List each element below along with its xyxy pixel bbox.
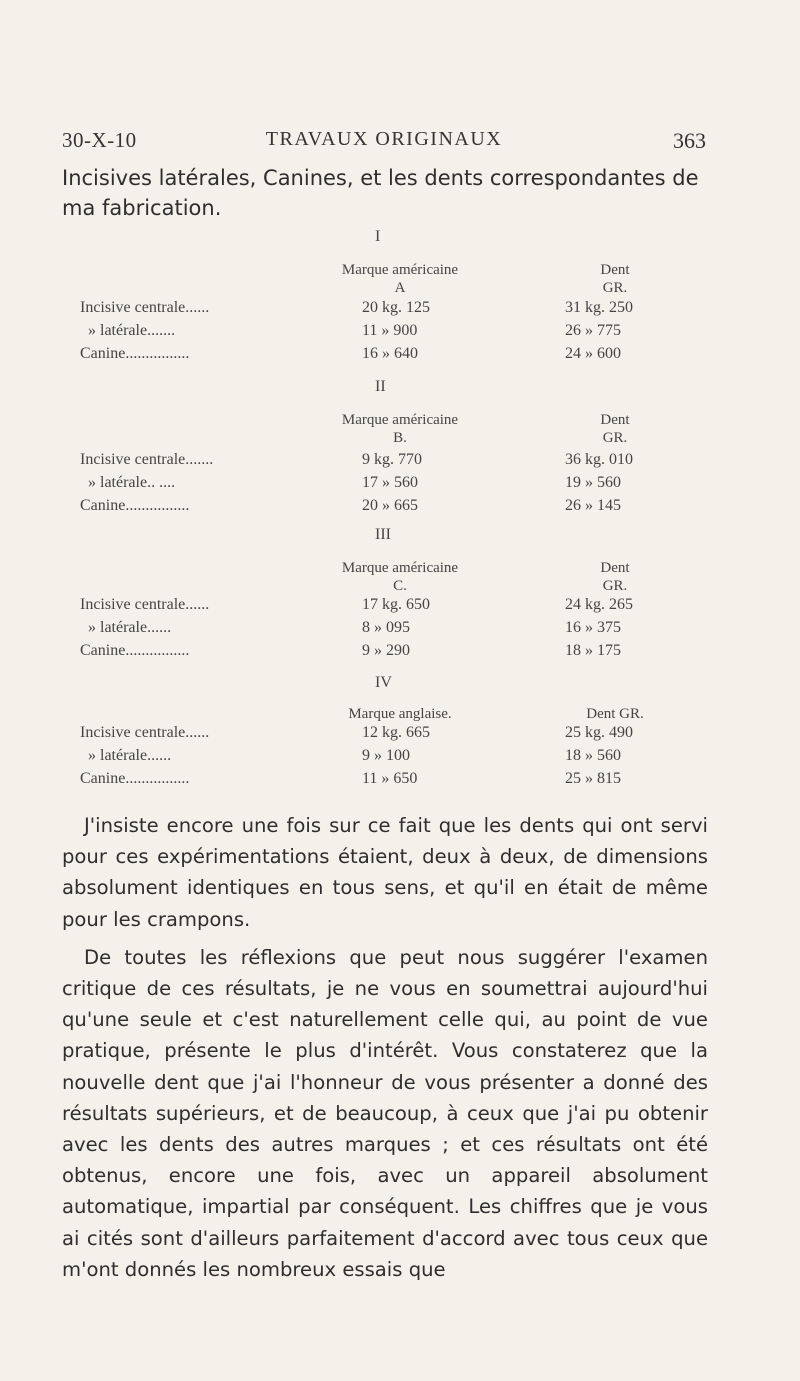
brand-heading: Marque anglaise. (348, 706, 452, 722)
row-label: Canine................ (80, 642, 190, 659)
value-dent: 18 » 560 (565, 747, 621, 764)
value-brand: 20 kg. 125 (362, 299, 430, 316)
row-label: » latérale....... (88, 322, 176, 339)
value-dent: 24 kg. 265 (565, 596, 633, 613)
brand-heading: Marque américaine (341, 560, 459, 576)
brand-heading: Marque américaine (341, 262, 459, 278)
header-title: TRAVAUX ORIGINAUX (265, 128, 503, 150)
brand-letter: A (394, 280, 406, 296)
row-label: Canine................ (80, 497, 190, 514)
dent-heading: Dent (600, 262, 630, 278)
brand-letter: C. (393, 578, 407, 594)
value-dent: 31 kg. 250 (565, 299, 633, 316)
value-dent: 16 » 375 (565, 619, 621, 636)
row-label: Incisive centrale....... (80, 451, 214, 468)
value-brand: 20 » 665 (362, 497, 418, 514)
dent-mark: GR. (602, 280, 628, 296)
group-numeral: IV (375, 674, 392, 691)
page-number: 363 (673, 128, 706, 153)
dent-heading: Dent (600, 560, 630, 576)
dent-mark: GR. (602, 578, 628, 594)
running-header (62, 128, 706, 158)
group-numeral: III (375, 526, 391, 543)
dent-heading: Dent (600, 412, 630, 428)
group-numeral: II (375, 378, 386, 395)
row-label: Incisive centrale...... (80, 299, 210, 316)
intro-text: Incisives latérales, Canines, et les dents correspondantes de ma fabrication. (62, 166, 699, 220)
dent-heading: Dent GR. (586, 706, 644, 722)
value-brand: 11 » 900 (362, 322, 418, 339)
value-brand: 9 » 290 (362, 642, 410, 659)
value-brand: 8 » 095 (362, 619, 410, 636)
paragraph: De toutes les réflexions que peut nous suggérer l'examen critique de ces résultats, je ne vous en soumettrai aujourd'hui qu'une seule et c'est naturellement celle qui, au point de vue pratique, présente le plus d'intérêt. Vous constaterez que la nouvelle dent que j'ai l'honneur de vous présenter a donné des résultats supérieurs, et de beaucoup, à ceux que j'ai pu obtenir avec les dents des autres marques ; et ces résultats ont été obtenus, encore une fois, avec un appareil absolument automatique, impartial par conséquent. Les chiffres que je vous ai cités sont d'ailleurs parfaitement d'accord avec tous ceux que m'ont donnés les nombreux essais que (62, 945, 708, 1281)
value-dent: 26 » 775 (565, 322, 621, 339)
brand-letter: B. (393, 430, 407, 446)
value-dent: 25 kg. 490 (565, 724, 633, 741)
dent-mark: GR. (602, 430, 628, 446)
row-label: Incisive centrale...... (80, 596, 210, 613)
row-label: » latérale...... (88, 747, 172, 764)
value-dent: 25 » 815 (565, 770, 621, 787)
brand-heading: Marque américaine (341, 412, 459, 428)
value-dent: 36 kg. 010 (565, 451, 633, 468)
row-label: Incisive centrale...... (80, 724, 210, 741)
value-dent: 19 » 560 (565, 474, 621, 491)
value-brand: 12 kg. 665 (362, 724, 430, 741)
value-dent: 26 » 145 (565, 497, 621, 514)
row-label: Canine................ (80, 770, 190, 787)
row-label: Canine................ (80, 345, 190, 362)
group-numeral: I (375, 228, 381, 245)
value-brand: 17 » 560 (362, 474, 418, 491)
value-brand: 17 kg. 650 (362, 596, 430, 613)
value-brand: 9 kg. 770 (362, 451, 422, 468)
value-dent: 18 » 175 (565, 642, 621, 659)
header-date: 30-X-10 (62, 128, 137, 152)
value-dent: 24 » 600 (565, 345, 621, 362)
value-brand: 16 » 640 (362, 345, 418, 362)
value-brand: 11 » 650 (362, 770, 418, 787)
row-label: » latérale...... (88, 619, 172, 636)
body-text (62, 810, 708, 1285)
value-brand: 9 » 100 (362, 747, 410, 764)
row-label: » latérale.. .... (88, 474, 176, 491)
paragraph: J'insiste encore une fois sur ce fait que les dents qui ont servi pour ces expérimentations étaient, deux à deux, de dimensions absolument identiques en tous sens, et qu'il en était de même pour les crampons. (62, 814, 708, 931)
